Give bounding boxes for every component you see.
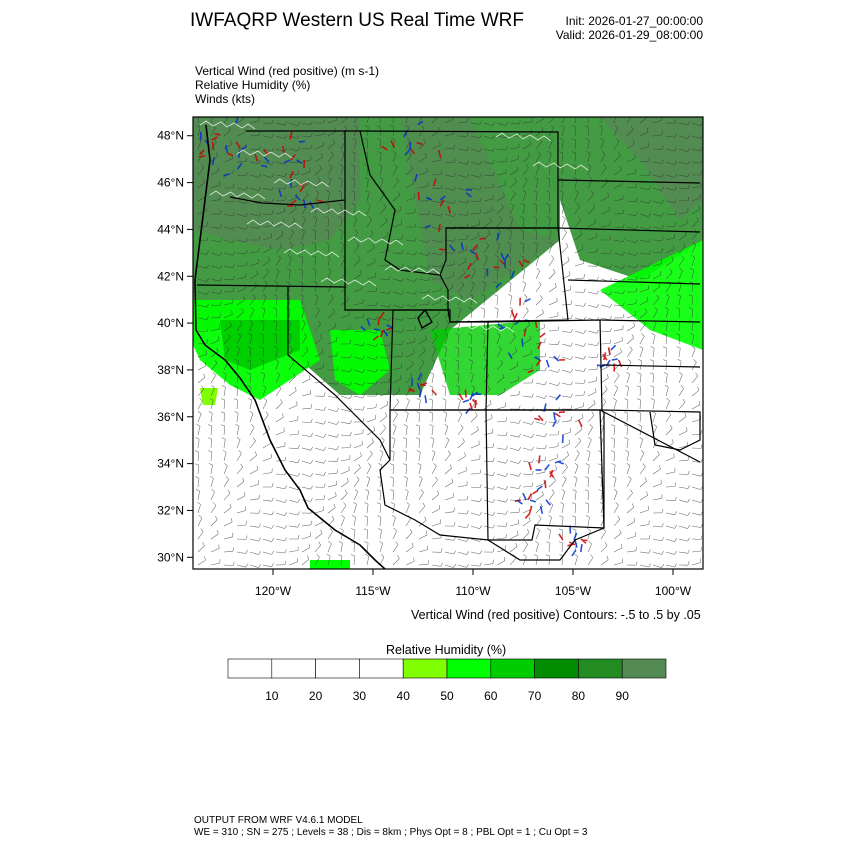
lat-tick-label: 32°N (157, 503, 184, 518)
model-info-line1: OUTPUT FROM WRF V4.6.1 MODEL (194, 815, 363, 826)
colorbar-swatch (272, 659, 316, 678)
colorbar-swatch (228, 659, 272, 678)
lat-tick-label: 42°N (157, 269, 184, 284)
colorbar-label: 60 (484, 689, 498, 703)
map-content (177, 112, 703, 569)
colorbar-label: 30 (352, 689, 367, 703)
lon-tick-label: 115°W (355, 584, 391, 598)
init-time: Init: 2026-01-27_00:00:00 (565, 14, 703, 28)
lat-tick-label: 44°N (157, 222, 184, 237)
field-relative-humidity-label: Relative Humidity (%) (195, 78, 311, 92)
lat-tick-label: 34°N (157, 456, 184, 471)
lat-tick-label: 46°N (157, 175, 184, 190)
lon-tick-label: 105°W (554, 584, 592, 598)
rh-colorbar (228, 659, 666, 703)
colorbar-swatch (578, 659, 622, 678)
field-winds-label: Winds (kts) (195, 92, 255, 106)
colorbar-swatch (447, 659, 491, 678)
colorbar-label: 90 (615, 689, 629, 703)
latitude-axis (157, 129, 193, 565)
field-vertical-wind-label: Vertical Wind (red positive) (m s-1) (195, 64, 380, 78)
lon-tick-label: 120°W (254, 584, 292, 598)
lat-tick-label: 38°N (157, 362, 184, 377)
colorbar-label: 40 (396, 689, 410, 703)
colorbar-swatch (491, 659, 535, 678)
colorbar-swatch (359, 659, 403, 678)
longitude-axis (255, 569, 692, 598)
colorbar-label: 80 (571, 689, 586, 703)
plot-title: IWFAQRP Western US Real Time WRF (190, 10, 524, 31)
colorbar-swatch (622, 659, 666, 678)
contours-note: Vertical Wind (red positive) Contours: -.5 to .5 by .05 (411, 608, 701, 622)
colorbar-label: 20 (308, 689, 323, 703)
lat-tick-label: 48°N (157, 128, 184, 143)
lat-tick-label: 30°N (157, 550, 184, 565)
lon-tick-label: 110°W (455, 584, 491, 598)
valid-time: Valid: 2026-01-29_08:00:00 (555, 28, 703, 42)
colorbar-swatch (403, 659, 447, 678)
colorbar-swatch (535, 659, 579, 678)
colorbar-label: 50 (440, 689, 454, 703)
lat-tick-label: 40°N (157, 316, 184, 331)
colorbar-swatch (316, 659, 360, 678)
colorbar-label: 70 (527, 689, 542, 703)
colorbar-label: 10 (265, 689, 279, 703)
lon-tick-label: 100°W (654, 584, 692, 598)
lat-tick-label: 36°N (157, 409, 184, 424)
legend-title: Relative Humidity (%) (386, 643, 507, 657)
model-info-line2: WE = 310 ; SN = 275 ; Levels = 38 ; Dis = 8km ; Phys Opt = 8 ; PBL Opt = 1 ; Cu Opt = 3 (194, 827, 588, 838)
